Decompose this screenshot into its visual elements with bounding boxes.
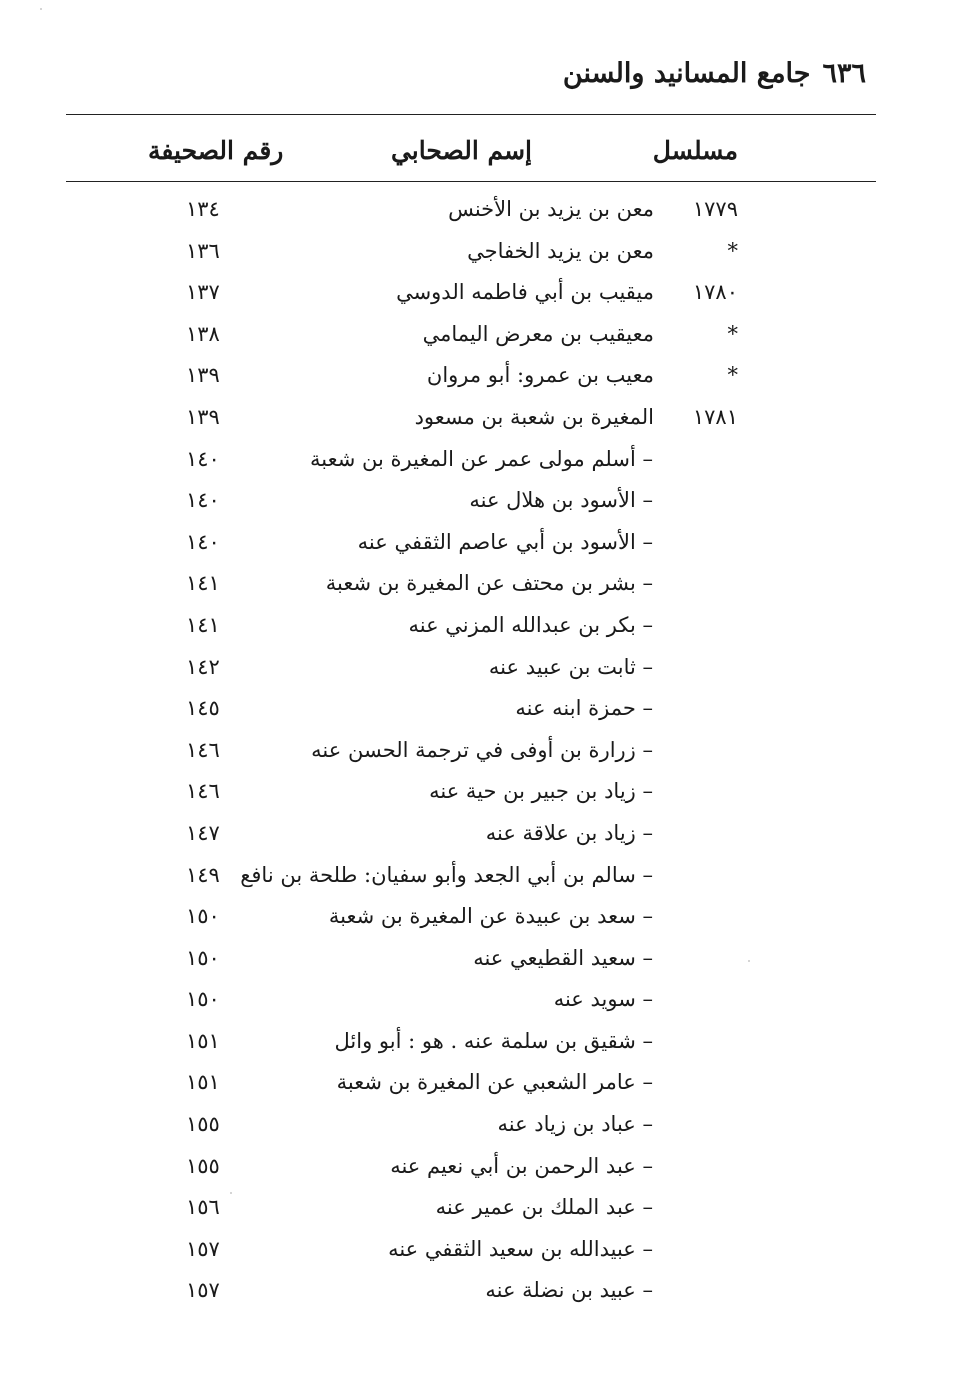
page-number-cell: ١٤٠ [186, 488, 220, 513]
page-number-cell: ١٤٧ [186, 820, 220, 845]
table-row [0, 1108, 976, 1150]
table-row [0, 1233, 976, 1275]
companion-name-cell: – سعيد القطيعي عنه [473, 945, 653, 970]
table-row [0, 567, 976, 609]
companion-name-cell: – زياد بن علاقة عنه [485, 820, 653, 845]
companion-name-cell: – بشر بن محتف عن المغيرة بن شعبة [325, 571, 653, 596]
page-number-cell: ١٤١ [186, 612, 220, 637]
companion-name-cell: المغيرة بن شعبة بن مسعود [414, 404, 654, 429]
table-row [0, 193, 976, 235]
table-row [0, 484, 976, 526]
companion-name-cell: – بكر بن عبدالله المزني عنه [408, 612, 653, 637]
serial-cell: ١٧٧٩ [692, 197, 738, 221]
companion-name-cell: معن بن يزيد الخفاجي [467, 238, 654, 263]
table-row [0, 1025, 976, 1067]
table-row [0, 983, 976, 1025]
page-number-cell: ١٤٢ [186, 654, 220, 679]
table-row [0, 443, 976, 485]
page-number-cell: ١٥٠ [186, 987, 220, 1012]
table-row [0, 1274, 976, 1316]
page-number-cell: ١٥١ [186, 1070, 220, 1095]
index-table [0, 193, 976, 1316]
serial-cell: ١٧٨٠ [692, 280, 738, 305]
table-row [0, 1066, 976, 1108]
table-row [0, 775, 976, 817]
table-row [0, 900, 976, 942]
page-number-cell: ١٣٧ [186, 280, 220, 305]
companion-name-cell: معيب بن عمرو: أبو مروان [426, 363, 654, 388]
companion-name-cell: – عبد الرحمن بن أبي نعيم عنه [390, 1153, 653, 1178]
table-row [0, 401, 976, 443]
column-header-name: إسم الصحابي [390, 136, 532, 165]
companion-name-cell: ميقيب بن أبي فاطمه الدوسي [396, 280, 654, 305]
table-row [0, 1191, 976, 1233]
table-row [0, 609, 976, 651]
page-number-cell: ١٥٧ [186, 1278, 220, 1303]
page-number-cell: ١٥٧ [186, 1236, 220, 1261]
table-row [0, 359, 976, 401]
serial-cell: ١٧٨١ [692, 404, 738, 429]
table-row [0, 235, 976, 277]
companion-name-cell: – عباد بن زياد عنه [497, 1112, 653, 1137]
companion-name-cell: – الأسود بن هلال عنه [469, 488, 653, 513]
table-row [0, 942, 976, 984]
table-row [0, 859, 976, 901]
companion-name-cell: معن بن يزيد بن الأخنس [448, 197, 654, 221]
page-number-cell: ١٤٩ [186, 862, 220, 887]
table-row [0, 276, 976, 318]
column-header-serial: مسلسل [652, 136, 738, 165]
column-header-rule [66, 181, 876, 182]
scan-speck [230, 1192, 232, 1194]
scan-speck [748, 960, 750, 962]
page-number-cell: ١٣٤ [186, 197, 220, 221]
table-row [0, 651, 976, 693]
book-title: جامع المسانيد والسنن [562, 58, 811, 89]
page-number-cell: ١٤٦ [186, 779, 220, 804]
serial-cell: * [727, 363, 738, 388]
page-number-cell: ١٤١ [186, 571, 220, 596]
companion-name-cell: – شقيق بن سلمة عنه . هو : أبو وائل [334, 1028, 653, 1053]
page-number-cell: ١٥٦ [186, 1195, 220, 1220]
serial-cell: * [727, 321, 738, 346]
column-header-page: رقم الصحيفة [148, 136, 284, 165]
page-number-cell: ١٤٥ [186, 696, 220, 721]
table-row [0, 734, 976, 776]
table-row [0, 817, 976, 859]
page-number-cell: ١٤٠ [186, 529, 220, 554]
page-number-cell: ١٥٠ [186, 904, 220, 929]
page-number-cell: ١٣٨ [186, 321, 220, 346]
companion-name-cell: معيقيب بن معرض اليمامي [422, 321, 654, 346]
table-row [0, 526, 976, 568]
companion-name-cell: – عبيدالله بن سعيد الثقفي عنه [388, 1236, 653, 1261]
companion-name-cell: – عامر الشعبي عن المغيرة بن شعبة [336, 1070, 653, 1095]
page-number-cell: ١٤٠ [186, 446, 220, 471]
page-number-cell: ١٣٩ [186, 363, 220, 388]
table-row [0, 692, 976, 734]
page-number-cell: ١٥٥ [186, 1153, 220, 1178]
page-number-cell: ١٥٠ [186, 945, 220, 970]
table-row [0, 1150, 976, 1192]
companion-name-cell: – عبد الملك بن عمير عنه [435, 1195, 653, 1220]
scan-speck [40, 8, 42, 10]
page-number-cell: ١٤٦ [186, 737, 220, 762]
running-header [563, 58, 866, 89]
header-rule [66, 114, 876, 115]
companion-name-cell: – سالم بن أبي الجعد وأبو سفيان: طلحة بن نافع [240, 862, 653, 887]
page-number: ٦٣٦ [822, 58, 866, 89]
companion-name-cell: – حمزة ابنه عنه [515, 696, 653, 721]
page-number-cell: ١٣٦ [186, 238, 220, 263]
page-number-cell: ١٣٩ [186, 404, 220, 429]
table-row [0, 318, 976, 360]
companion-name-cell: – عبيد بن نضلة عنه [485, 1278, 653, 1303]
companion-name-cell: – أسلم مولى عمر عن المغيرة بن شعبة [310, 446, 653, 471]
page-number-cell: ١٥٥ [186, 1112, 220, 1137]
serial-cell: * [727, 238, 738, 263]
companion-name-cell: – سويد عنه [553, 987, 653, 1012]
companion-name-cell: – سعد بن عبيدة عن المغيرة بن شعبة [328, 904, 653, 929]
companion-name-cell: – الأسود بن أبي عاصم الثقفي عنه [357, 529, 653, 554]
companion-name-cell: – زرارة بن أوفى في ترجمة الحسن عنه [311, 737, 653, 762]
companion-name-cell: – ثابت بن عبيد عنه [488, 654, 653, 679]
page-number-cell: ١٥١ [186, 1028, 220, 1053]
companion-name-cell: – زياد بن جبير بن حية عنه [429, 779, 653, 804]
